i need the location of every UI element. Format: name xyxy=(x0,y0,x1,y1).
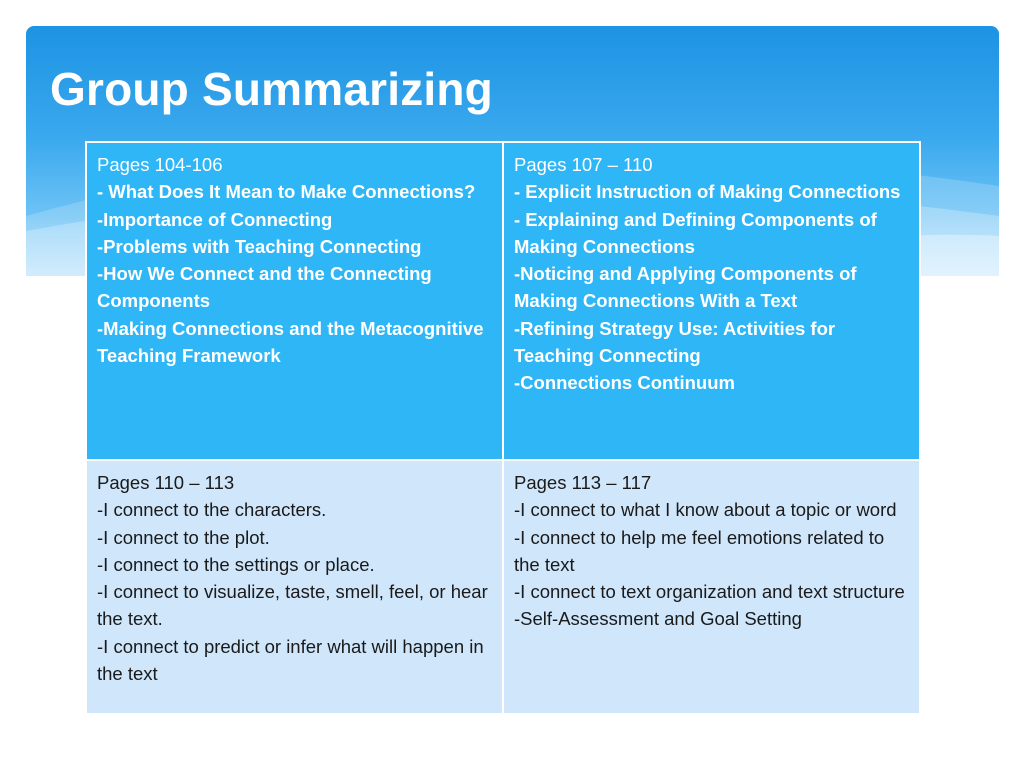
list-item: -I connect to visualize, taste, smell, feel, or hear the text. xyxy=(97,581,488,630)
list-item: - Explicit Instruction of Making Connections xyxy=(514,181,901,203)
list-item: -Problems with Teaching Connecting xyxy=(97,235,422,257)
cell-heading: Pages 107 – 110 xyxy=(514,154,653,175)
list-item: -I connect to predict or infer what will happen in the text xyxy=(97,635,484,685)
list-item: -Noticing and Applying Components of Making Connections With a Text xyxy=(514,263,857,312)
list-item: -Making Connections and the Metacognitive Teaching Framework xyxy=(97,317,484,367)
table-cell xyxy=(86,142,503,460)
list-item: -I connect to the plot. xyxy=(97,526,270,548)
summary-table xyxy=(85,141,921,715)
list-item: -How We Connect and the Connecting Components xyxy=(97,263,432,312)
table-cell xyxy=(86,460,503,714)
list-item: -I connect to the settings or place. xyxy=(97,553,375,575)
table-cell xyxy=(503,460,920,714)
cell-heading: Pages 110 – 113 xyxy=(97,472,235,493)
list-item: -Connections Continuum xyxy=(514,372,735,394)
list-item: -I connect to the characters. xyxy=(97,499,327,521)
slide-title: Group Summarizing xyxy=(50,63,493,115)
table-cell xyxy=(503,142,920,460)
list-item: -I connect to help me feel emotions related to the text xyxy=(514,526,885,575)
table-row xyxy=(86,460,920,714)
table-row xyxy=(86,142,920,460)
list-item: -Importance of Connecting xyxy=(97,208,333,230)
list-item: - Explaining and Defining Components of Making Connections xyxy=(514,208,877,257)
list-item: -Refining Strategy Use: Activities for Teaching Connecting xyxy=(514,317,836,367)
list-item: -I connect to text organization and text structure xyxy=(514,581,905,603)
cell-heading: Pages 104-106 xyxy=(97,154,223,175)
list-item: - What Does It Mean to Make Connections? xyxy=(97,181,476,203)
list-item: -I connect to what I know about a topic or word xyxy=(514,499,897,521)
list-item: -Self-Assessment and Goal Setting xyxy=(514,608,802,630)
cell-heading: Pages 113 – 117 xyxy=(514,472,652,493)
